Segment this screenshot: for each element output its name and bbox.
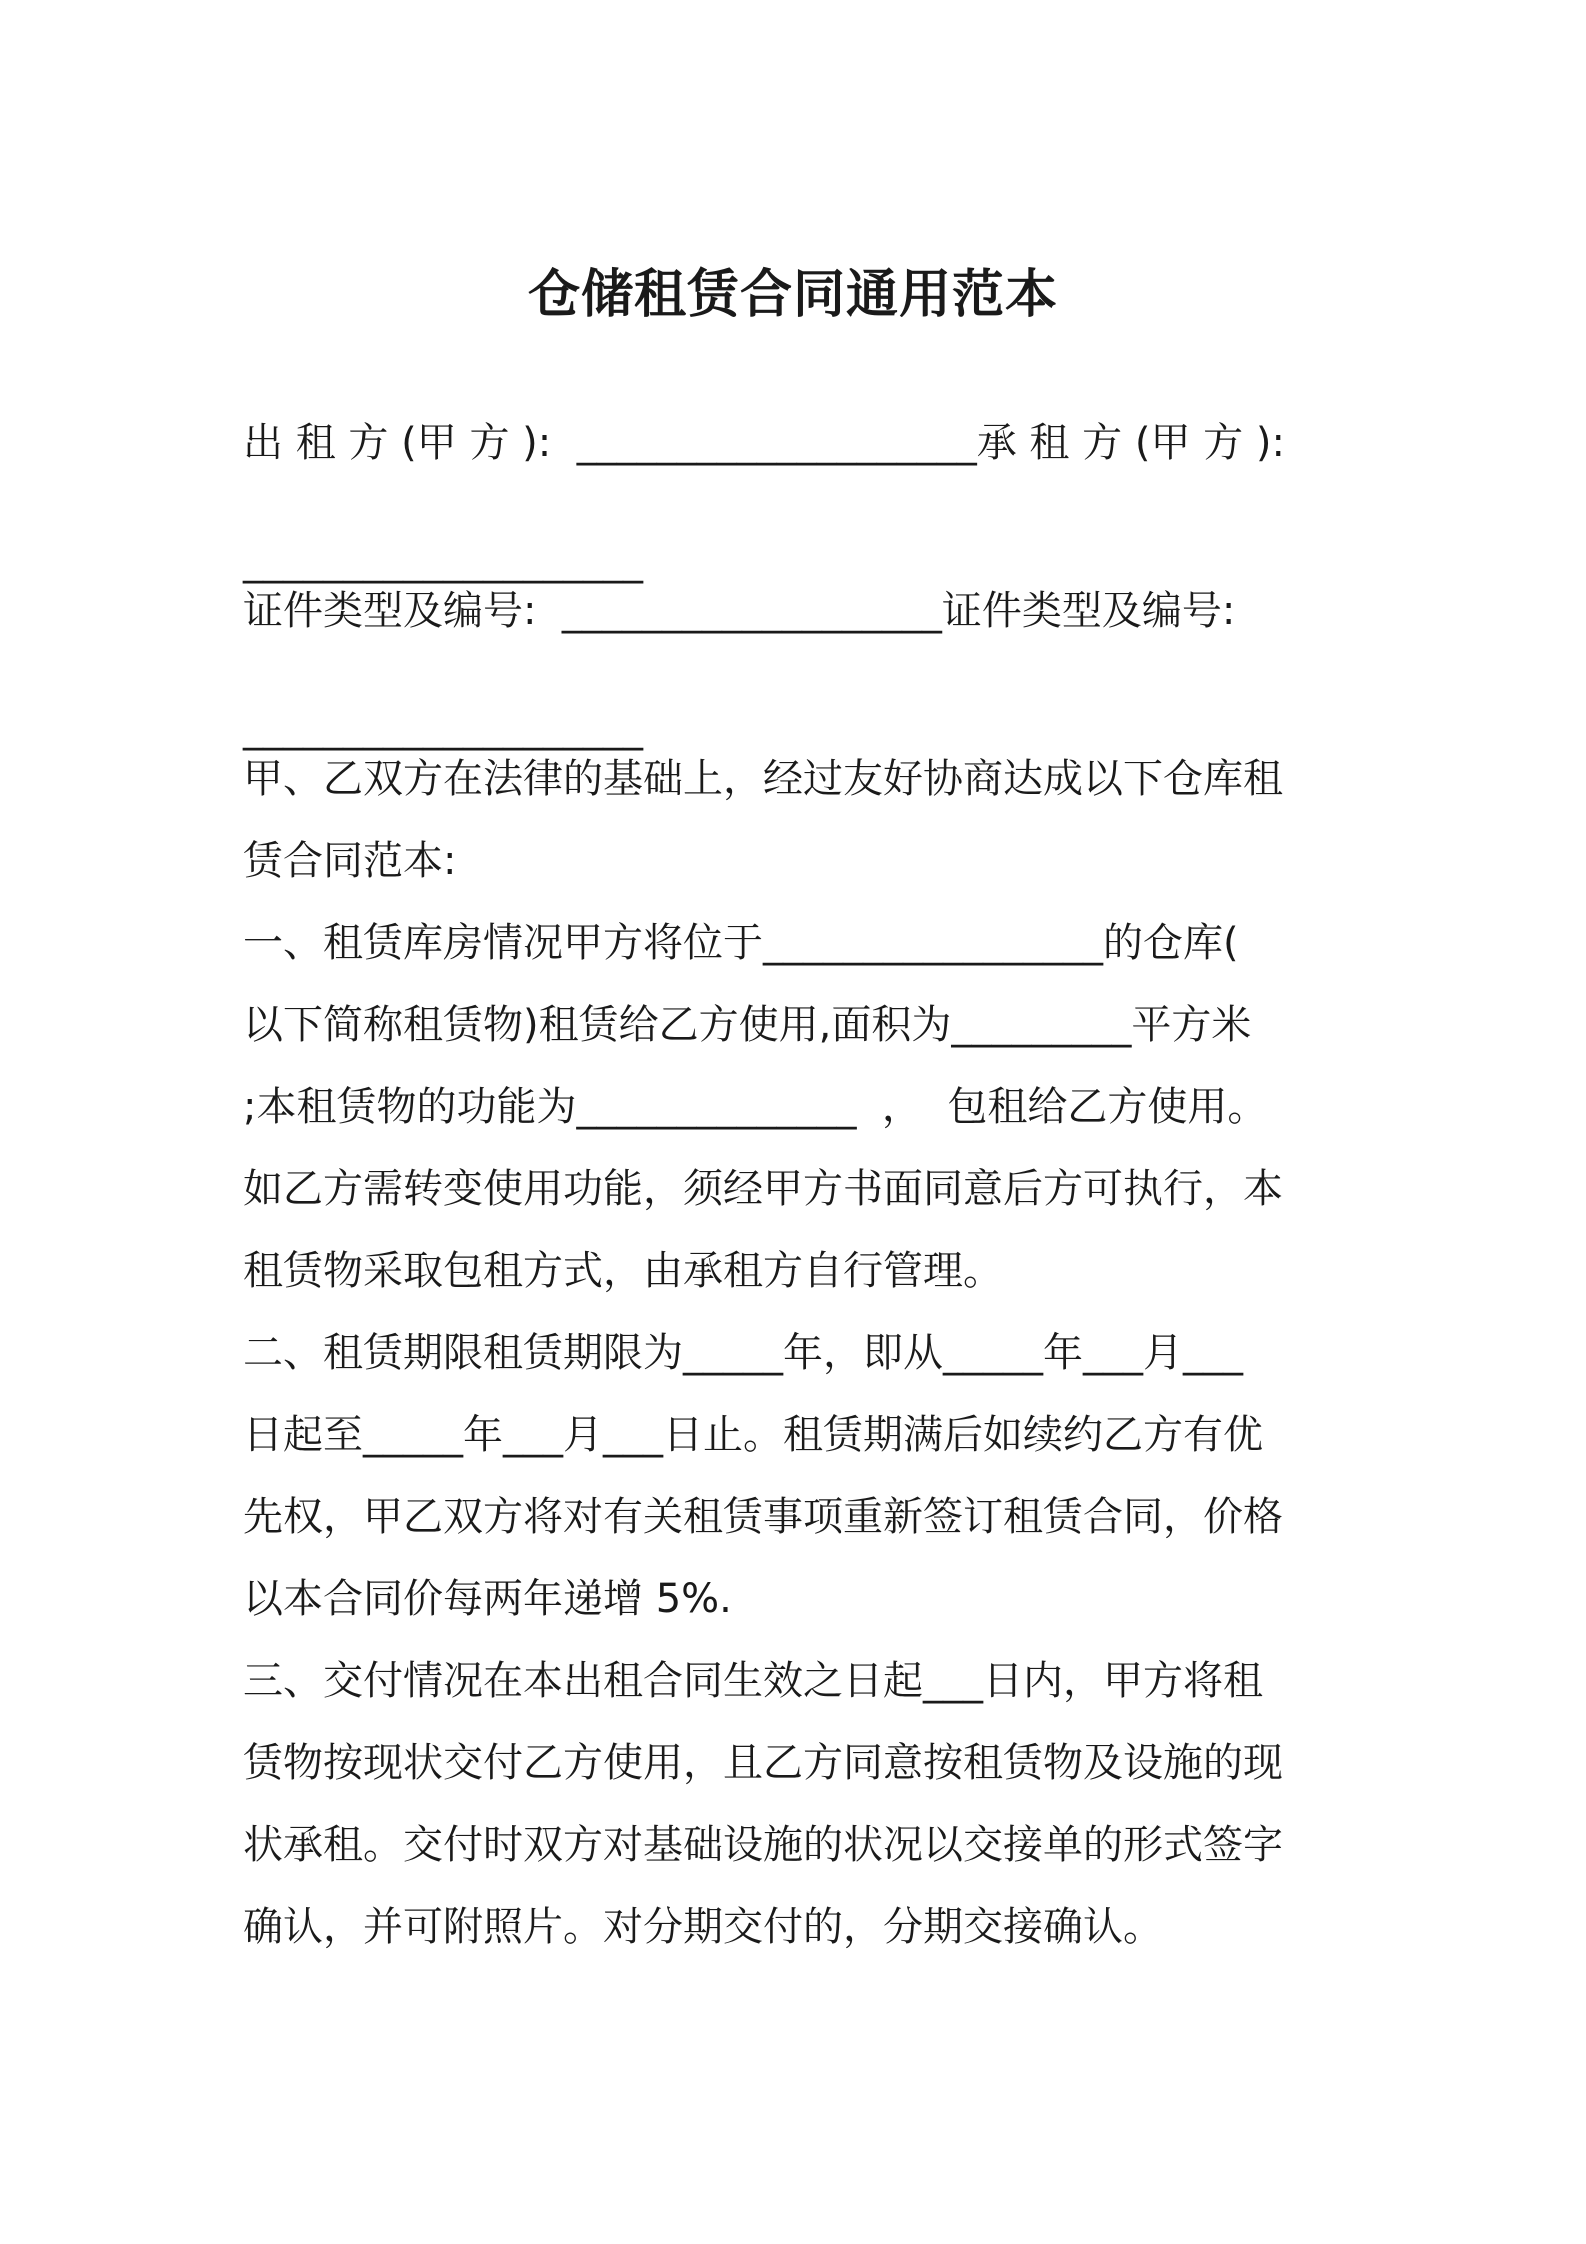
clause-1-line-4: 如乙方需转变使用功能，须经甲方书面同意后方可执行，本 <box>243 1166 1283 1212</box>
clause-3-line-3: 状承租。交付时双方对基础设施的状况以交接单的形式签字 <box>243 1822 1283 1868</box>
intro-line-1: 甲、乙双方在法律的基础上，经过友好协商达成以下仓库租 <box>243 756 1283 802</box>
clause-1-line-3: ;本租赁物的功能为______________ ， 包租给乙方使用。 <box>243 1084 1268 1130</box>
intro-line-2: 赁合同范本: <box>243 838 457 884</box>
clause-1-line-1: 一、租赁库房情况甲方将位于_________________的仓库( <box>243 920 1239 966</box>
id-blank-line: ____________________ <box>243 705 643 751</box>
clause-3-line-2: 赁物按现状交付乙方使用，且乙方同意按租赁物及设施的现 <box>243 1740 1283 1786</box>
clause-2-line-1: 二、租赁期限租赁期限为_____年，即从_____年___月___ <box>243 1330 1243 1376</box>
clause-2-line-4: 以本合同价每两年递增 5%. <box>243 1576 732 1622</box>
document-title: 仓储租赁合同通用范本 <box>527 265 1058 325</box>
id-type-line: 证件类型及编号: ___________________证件类型及编号: <box>243 588 1236 634</box>
clause-2-line-3: 先权，甲乙双方将对有关租赁事项重新签订租赁合同，价格 <box>243 1494 1283 1540</box>
clause-1-line-5: 租赁物采取包租方式，由承租方自行管理。 <box>243 1248 1003 1294</box>
lessee-blank-line: ____________________ <box>243 538 643 584</box>
lessor-line: 出 租 方 (甲 方 ): ____________________承 租 方 (甲 方 ): <box>243 420 1285 466</box>
clause-2-line-2: 日起至_____年___月___日止。租赁期满后如续约乙方有优 <box>243 1412 1263 1458</box>
clause-3-line-1: 三、交付情况在本出租合同生效之日起___日内，甲方将租 <box>243 1658 1263 1704</box>
clause-3-line-4: 确认，并可附照片。对分期交付的，分期交接确认。 <box>243 1904 1163 1950</box>
clause-1-line-2: 以下简称租赁物)租赁给乙方使用,面积为_________平方米 <box>243 1002 1252 1048</box>
